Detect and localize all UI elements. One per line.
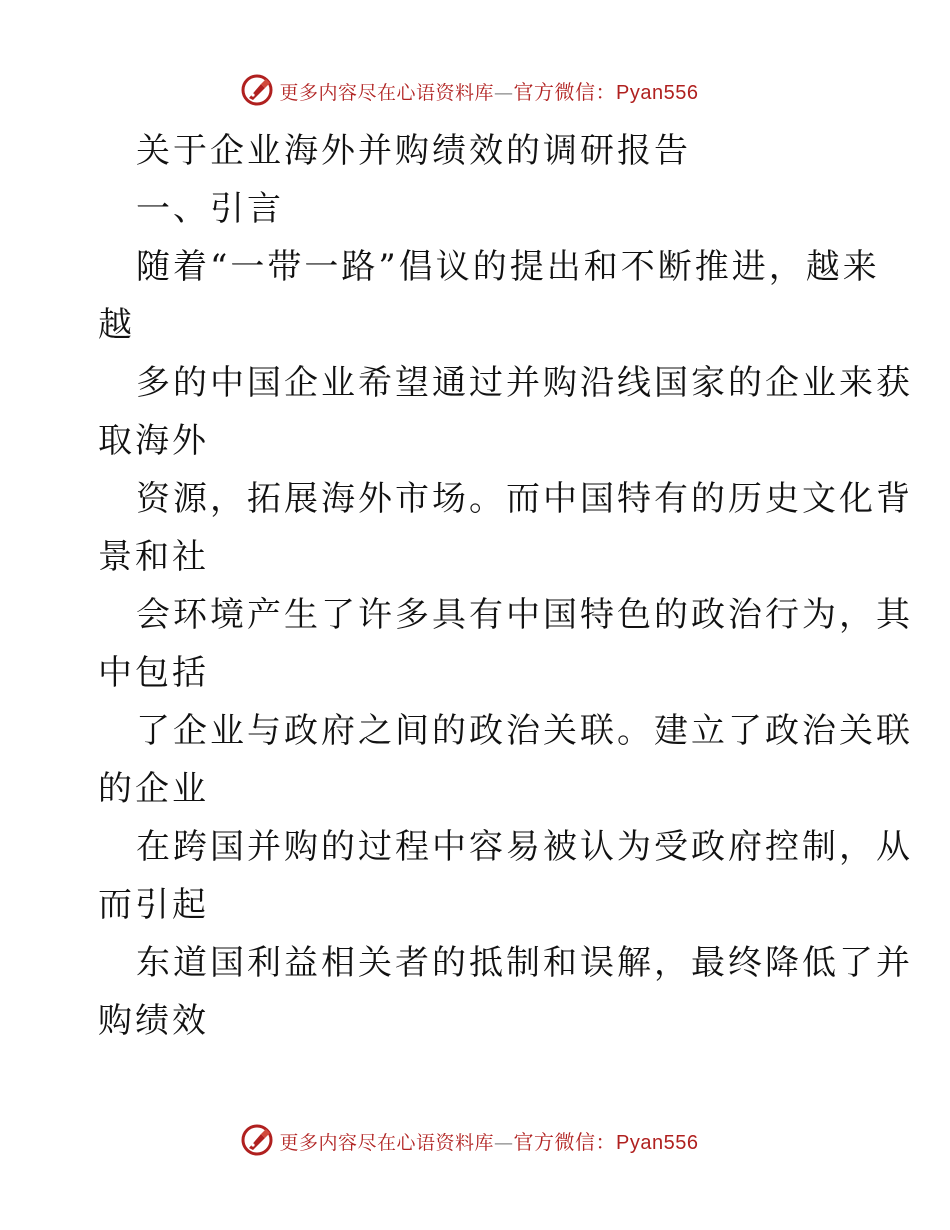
- paragraph-line: 多的中国企业希望通过并购沿线国家的企业来获: [136, 363, 913, 403]
- pen-nib-logo-icon: [240, 1123, 274, 1157]
- paragraph-line: 的企业: [98, 769, 209, 809]
- paragraph-line: 资源，拓展海外市场。而中国特有的历史文化背: [136, 479, 913, 519]
- paragraph-line: 在跨国并购的过程中容易被认为受政府控制，从: [136, 827, 913, 867]
- paragraph-line: 越: [98, 305, 135, 345]
- document-title: 关于企业海外并购绩效的调研报告: [136, 131, 691, 171]
- paragraph-line: 东道国利益相关者的抵制和误解，最终降低了并: [136, 943, 913, 983]
- paragraph-line: 取海外: [98, 421, 209, 461]
- section-heading: 一、引言: [136, 189, 284, 229]
- footer-banner-content: [240, 1123, 699, 1157]
- footer-wechat: 官方微信：Pyan556: [513, 1131, 699, 1154]
- pen-nib-logo-icon: [240, 73, 274, 107]
- footer-banner-text: [280, 1126, 699, 1155]
- paragraph-line: 景和社: [98, 537, 209, 577]
- paragraph-line: 了企业与政府之间的政治关联。建立了政治关联: [136, 711, 913, 751]
- footer-banner: [0, 1122, 950, 1158]
- header-wechat: 官方微信：Pyan556: [513, 81, 699, 104]
- footer-site-name: 更多内容尽在心语资料库: [279, 1131, 495, 1154]
- paragraph-line: 随着“一带一路”倡议的提出和不断推进，越来: [136, 247, 880, 287]
- header-banner: [0, 72, 950, 108]
- header-dash: —: [494, 81, 514, 104]
- document-body: [98, 122, 913, 1050]
- paragraph-line: 而引起: [98, 885, 209, 925]
- header-banner-content: [240, 73, 699, 107]
- paragraph-line: 会环境产生了许多具有中国特色的政治行为，其: [136, 595, 913, 635]
- header-site-name: 更多内容尽在心语资料库: [279, 81, 495, 104]
- footer-dash: —: [494, 1131, 514, 1154]
- paragraph-line: 中包括: [98, 653, 209, 693]
- header-banner-text: [280, 76, 699, 105]
- paragraph-line: 购绩效: [98, 1001, 209, 1041]
